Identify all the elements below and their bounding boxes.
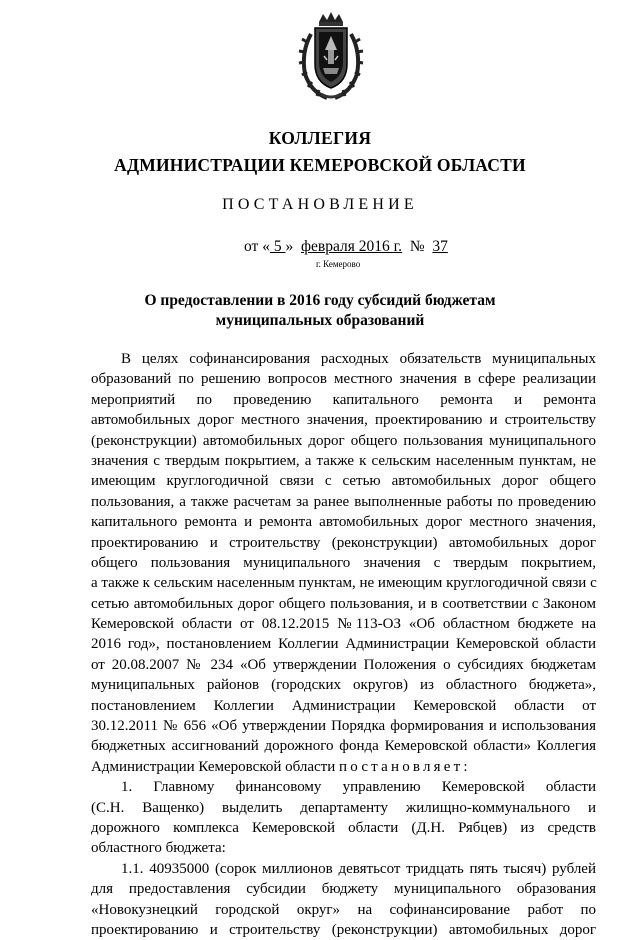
- coat-of-arms-icon: [297, 12, 365, 102]
- document-type: ПОСТАНОВЛЕНИЕ: [222, 196, 418, 213]
- date-prefix: от «: [244, 238, 270, 255]
- body-line-resolves: [91, 757, 596, 777]
- document-number: 37: [432, 238, 448, 255]
- body-line: от 20.08.2007 № 234 «Об утверждении Положения о субсидиях бюджетам: [91, 656, 596, 673]
- body-line: областного бюджета:: [91, 840, 226, 857]
- body-line: 2016 год», постановлением Коллегии Администрации Кемеровской области: [91, 636, 596, 653]
- date-number-line: [244, 238, 448, 256]
- body-line: капитального ремонта и ремонта автомобильных дорог местного значения,: [91, 514, 596, 531]
- body-line: 1. Главному финансовому управлению Кемеровской области: [121, 779, 596, 796]
- body-line: для предоставления субсидии бюджету муниципального образования: [91, 881, 596, 898]
- body-line: муниципальных районов (городских округов) из областного бюджета»,: [91, 677, 596, 694]
- body-line: пользования, а также расчетам за ранее выполненные работы по проведению: [91, 493, 596, 510]
- body-line-text: Администрации Кемеровской области: [91, 758, 336, 775]
- document-title-line-2: муниципальных образований: [215, 312, 425, 329]
- body-line: В целях софинансирования расходных обязательств муниципальных: [121, 351, 596, 367]
- resolves-word: постановляет:: [339, 758, 471, 775]
- body-line: 30.12.2011 № 656 «Об утверждении Порядка формирования и использования: [91, 718, 596, 735]
- body-line: значения с твердым покрытием, а также к сельским населенным пунктам, не: [91, 452, 596, 469]
- body-line: образований по решению вопросов местного значения в сфере реализации: [91, 371, 596, 388]
- body-line: проектированию и строительству (реконструкции) автомобильных дорог: [91, 921, 596, 938]
- body-line: (реконструкции) автомобильных дорог общего пользования муниципального: [91, 432, 596, 449]
- date-month-year: февраля 2016 г.: [300, 238, 403, 255]
- org-title-line-1: КОЛЛЕГИЯ: [268, 128, 372, 148]
- body-line: дорожного комплекса Кемеровской области (Д.Н. Рябцев) из средств: [91, 819, 596, 836]
- city-label: г. Кемерово: [316, 259, 361, 269]
- body-line: сетью автомобильных дорог общего пользования, и в соответствии с Законом: [91, 595, 596, 612]
- body-line: «Новокузнецкий городской округ» на софинансирование работ по: [91, 901, 596, 918]
- org-title-line-2: АДМИНИСТРАЦИИ КЕМЕРОВСКОЙ ОБЛАСТИ: [114, 155, 526, 175]
- document-title-line-1: О предоставлении в 2016 году субсидий бюджетам: [144, 292, 496, 309]
- body-line: мероприятий по проведению капитального ремонта и ремонта: [91, 391, 596, 408]
- date-day: 5: [269, 238, 286, 255]
- body-line: автомобильных дорог местного значения, проектированию и строительству: [91, 412, 596, 429]
- body-line: имеющим круглогодичной связи с сетью автомобильных дорог общего: [91, 473, 596, 490]
- date-mid: »: [285, 238, 301, 255]
- body-line: общего пользования муниципального значения с твердым покрытием,: [91, 554, 596, 571]
- body-line: проектированию и строительству (реконструкции) автомобильных дорог: [91, 534, 596, 551]
- number-label: №: [402, 238, 433, 255]
- body-line: а также к сельским населенным пунктам, не имеющим круглогодичной связи с: [91, 575, 597, 592]
- body-line: Кемеровской области от 08.12.2015 №113-ОЗ «Об областном бюджете на: [91, 616, 596, 633]
- body-line: (С.Н. Ващенко) выделить департаменту жилищно-коммунального и: [91, 799, 596, 816]
- body-line: постановлением Коллегии Администрации Кемеровской области от: [91, 697, 596, 714]
- document-body: [91, 349, 596, 940]
- body-line: бюджетных ассигнований дорожного фонда Кемеровской области» Коллегия: [91, 738, 596, 755]
- body-line: 1.1. 40935000 (сорок миллионов девятьсот тридцать пять тысяч) рублей: [121, 860, 596, 877]
